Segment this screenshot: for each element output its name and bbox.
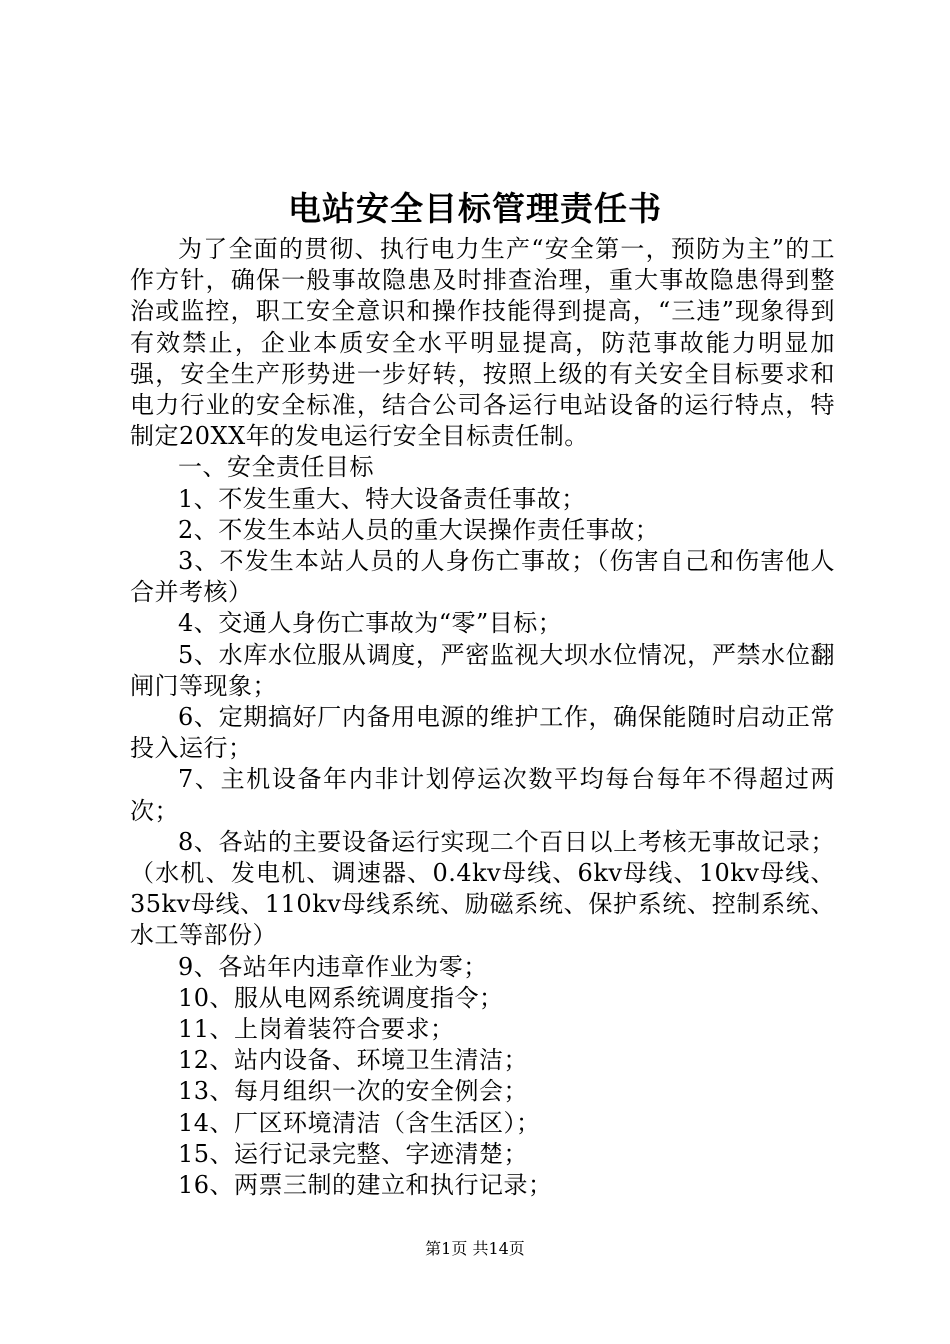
list-item: 14、厂区环境清洁（含生活区）； [178,1108,541,1137]
list-item: 11、上岗着装符合要求； [178,1015,455,1044]
document-body [130,234,835,1201]
list-item: 1、不发生重大、特大设备责任事故； [178,484,586,513]
list-item: 10、服从电网系统调度指令； [178,983,504,1012]
page-number: 第1页 共14页 [425,1239,525,1258]
list-item: 9、各站年内违章作业为零； [178,952,488,981]
list-item: 5、水库水位服从调度，严密监视大坝水位情况，严禁水位翻闸门等现象； [130,640,835,700]
list-item: 15、运行记录完整、字迹清楚； [178,1139,529,1168]
list-item: 7、主机设备年内非计划停运次数平均每台每年不得超过两次； [130,765,835,825]
list-item: 4、交通人身伤亡事故为“零”目标； [178,609,563,638]
list-item: 13、每月组织一次的安全例会； [178,1077,529,1106]
list-item: 16、两票三制的建立和执行记录； [178,1171,553,1200]
list-item: 12、站内设备、环境卫生清洁； [178,1046,529,1075]
list-item: 6、定期搞好厂内备用电源的维护工作，确保能随时启动正常投入运行； [130,703,835,763]
intro-paragraph: 为了全面的贯彻、执行电力生产“安全第一，预防为主”的工作方针，确保一般事故隐患及时排查治理，重大事故隐患得到整治或监控，职工安全意识和操作技能得到提高，“三违”现象得到有效禁止，企业本质安全水平明显提高，防范事故能力明显加强，安全生产形势进一步好转，按照上级的有关安全目标要求和电力行业的安全标准，结合公司各运行电站设备的运行特点，特制定20XX年的发电运行安全目标责任制。 [130,235,835,451]
list-item: 2、不发生本站人员的重大误操作责任事故； [178,515,660,544]
document-title: 电站安全目标管理责任书 [288,189,662,228]
list-item: 3、不发生本站人员的人身伤亡事故；（伤害自己和伤害他人合并考核） [130,547,835,607]
list-item: 8、各站的主要设备运行实现二个百日以上考核无事故记录；（水机、发电机、调速器、0.4kv母线、6kv母线、10kv母线、35kv母线、110kv母线系统、励磁系统、保护系统、控制系统、水工等部份） [130,827,835,950]
section-heading: 一、安全责任目标 [178,453,374,482]
